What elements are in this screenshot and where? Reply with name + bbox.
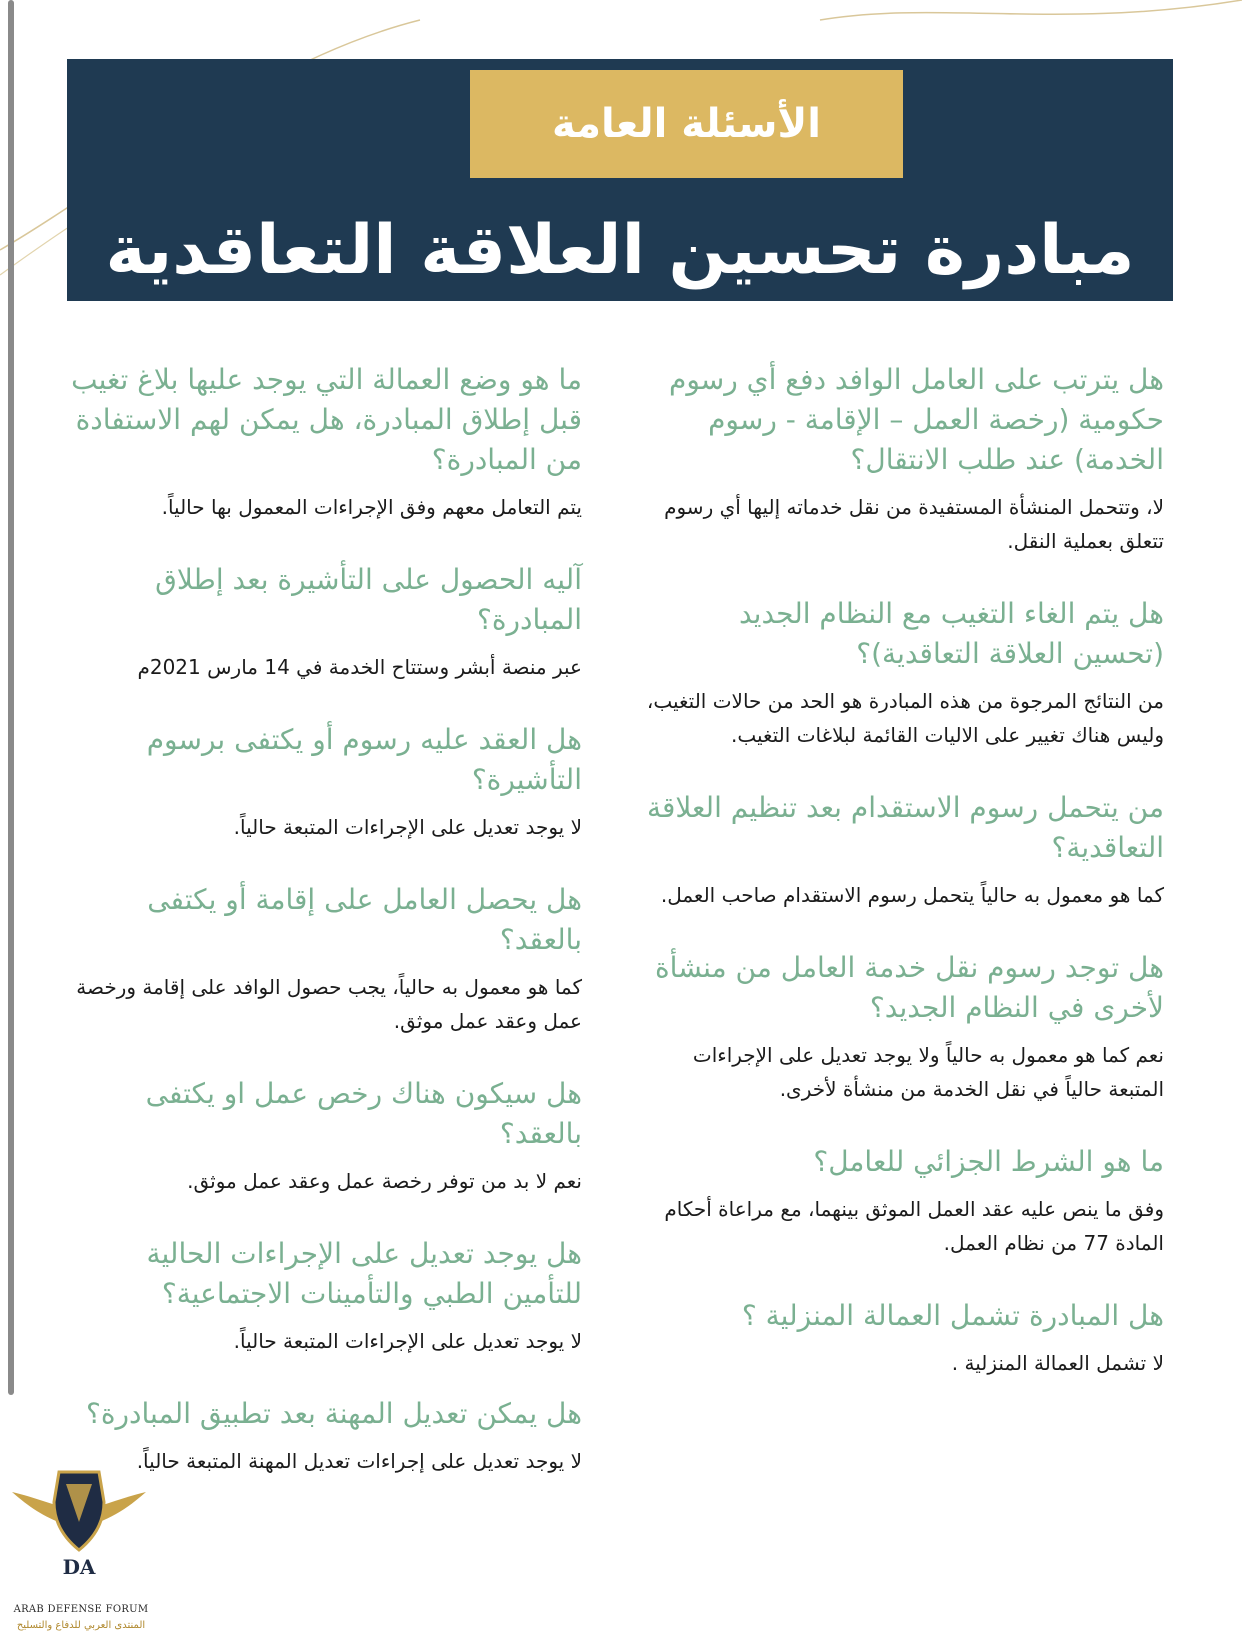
faq-item: [639, 1142, 1164, 1260]
forum-name-arabic: المنتدى العربي للدفاع والتسليح: [16, 1620, 146, 1631]
faq-question: هل المبادرة تشمل العمالة المنزلية ؟: [741, 1299, 1164, 1332]
faq-item: [62, 1074, 582, 1198]
section-tab: [470, 70, 903, 178]
faq-item: [62, 360, 582, 524]
faq-answer: لا، وتتحمل المنشأة المستفيدة من نقل خدماته إليها أي رسوم تتعلق بعملية النقل.: [664, 495, 1164, 553]
forum-name: ARAB DEFENSE FORUM: [13, 1604, 149, 1615]
section-tab-label: الأسئلة العامة: [551, 101, 822, 147]
faq-answer: نعم لا بد من توفر رخصة عمل وعقد عمل موثق.: [187, 1169, 582, 1193]
faq-question: ما هو وضع العمالة التي يوجد عليها بلاغ تغيب قبل إطلاق المبادرة، هل يمكن لهم الاستفادة من المبادرة؟: [71, 363, 582, 476]
faq-question: هل يترتب على العامل الوافد دفع أي رسوم حكومية (رخصة العمل – الإقامة - رسوم الخدمة) عند طلب الانتقال؟: [669, 363, 1164, 476]
faq-answer: كما هو معمول به حالياً، يجب حصول الوافد على إقامة ورخصة عمل وعقد عمل موثق.: [76, 975, 582, 1033]
faq-answer: يتم التعامل معهم وفق الإجراءات المعمول بها حالياً.: [161, 495, 582, 519]
faq-question: هل توجد رسوم نقل خدمة العامل من منشأة لأخرى في النظام الجديد؟: [655, 951, 1164, 1024]
faq-column-left: [62, 360, 582, 1514]
faq-question: هل سيكون هناك رخص عمل او يكتفى بالعقد؟: [145, 1077, 582, 1150]
faq-item: [639, 360, 1164, 558]
logo-initials: DA: [62, 1555, 96, 1579]
faq-answer: كما هو معمول به حالياً يتحمل رسوم الاستقدام صاحب العمل.: [660, 883, 1164, 907]
faq-item: [62, 560, 582, 684]
faq-question: هل يمكن تعديل المهنة بعد تطبيق المبادرة؟: [85, 1397, 582, 1430]
faq-answer: لا يوجد تعديل على إجراءات تعديل المهنة المتبعة حالياً.: [136, 1449, 582, 1473]
scrollbar[interactable]: [8, 0, 14, 1395]
faq-question: هل العقد عليه رسوم أو يكتفى برسوم التأشيرة؟: [146, 723, 582, 796]
faq-item: [62, 1234, 582, 1358]
faq-column-right: [639, 360, 1164, 1416]
faq-answer: وفق ما ينص عليه عقد العمل الموثق بينهما، مع مراعاة أحكام المادة 77 من نظام العمل.: [664, 1197, 1164, 1255]
faq-answer: نعم كما هو معمول به حالياً ولا يوجد تعديل على الإجراءات المتبعة حالياً في نقل الخدمة من منشأة لأخرى.: [692, 1043, 1164, 1101]
faq-item: [62, 880, 582, 1038]
page-title: مبادرة تحسين العلاقة التعاقدية: [105, 211, 1135, 290]
faq-question: آليه الحصول على التأشيرة بعد إطلاق المبادرة؟: [155, 563, 582, 636]
faq-item: [639, 788, 1164, 912]
faq-answer: عبر منصة أبشر وستتاح الخدمة في 14 مارس 2021م: [137, 655, 582, 679]
faq-answer: لا يوجد تعديل على الإجراءات المتبعة حالياً.: [233, 815, 582, 839]
faq-answer: لا يوجد تعديل على الإجراءات المتبعة حالياً.: [233, 1329, 582, 1353]
faq-question: هل يحصل العامل على إقامة أو يكتفى بالعقد؟: [147, 883, 582, 956]
faq-answer: من النتائج المرجوة من هذه المبادرة هو الحد من حالات التغيب، وليس هناك تغيير على الاليات القائمة لبلاغات التغيب.: [646, 689, 1164, 747]
faq-item: [639, 948, 1164, 1106]
faq-item: [639, 594, 1164, 752]
faq-question: من يتحمل رسوم الاستقدام بعد تنظيم العلاقة التعاقدية؟: [646, 791, 1164, 864]
faq-answer: لا تشمل العمالة المنزلية .: [951, 1351, 1164, 1375]
faq-question: هل يتم الغاء التغيب مع النظام الجديد (تحسين العلاقة التعاقدية)؟: [738, 597, 1164, 670]
faq-item: [639, 1296, 1164, 1380]
faq-item: [62, 720, 582, 844]
header-banner: [67, 59, 1173, 301]
faq-question: ما هو الشرط الجزائي للعامل؟: [813, 1145, 1164, 1178]
faq-question: هل يوجد تعديل على الإجراءات الحالية للتأمين الطبي والتأمينات الاجتماعية؟: [146, 1237, 582, 1310]
